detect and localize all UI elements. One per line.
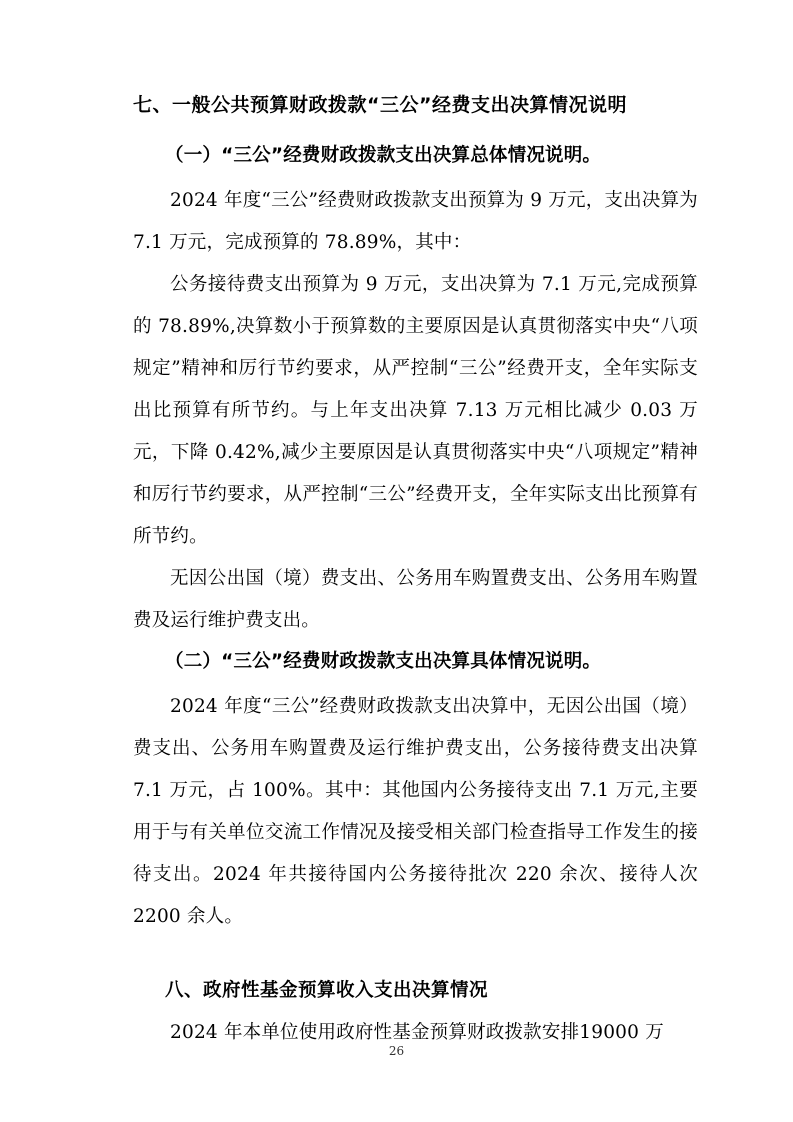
section-heading-8: 八、政府性基金预算收入支出决算情况 — [165, 980, 489, 1001]
page-title: 七、一般公共预算财政拨款“三公”经费支出决算情况说明 — [133, 94, 627, 116]
paragraph: 2024 年本单位使用政府性基金预算财政拨款安排19000 万 — [170, 1022, 664, 1043]
subsection-heading-1: （一）“三公”经费财政拨款支出决算总体情况说明。 — [165, 145, 602, 166]
page-number: 26 — [388, 1044, 405, 1058]
paragraph: 公务接待费支出预算为 9 万元，支出决算为 7.1 万元,完成预算的 78.89%,决算数小于预算数的主要原因是认真贯彻落实中央“八项规定”精神和厉行节约要求，从严控制“三公”经费开支，全年实际支出比预算有所节约。与上年支出决算 7.13 万元相比减少 0.03 万元，下降 0.42%,减少主要原因是认真贯彻落实中央“八项规定”精神和厉行节约要求，从严控制“三公”经费开支，全年实际支出比预算有所节约。 — [133, 274, 698, 547]
document-body — [133, 88, 698, 1054]
subsection-heading-2: （二）“三公”经费财政拨款支出决算具体情况说明。 — [165, 651, 602, 672]
paragraph: 2024 年度“三公”经费财政拨款支出决算中，无因公出国（境）费支出、公务用车购置费及运行维护费支出，公务接待费支出决算 7.1 万元，占 100%。其中：其他国内公务接待支出 7.1 万元,主要用于与有关单位交流工作情况及接受相关部门检查指导工作发生的接待支出。2024 年共接待国内公务接待批次 220 余次、接待人次 2200 余人。 — [133, 696, 698, 927]
paragraph: 2024 年度“三公”经费财政拨款支出预算为 9 万元，支出决算为 7.1 万元，完成预算的 78.89%，其中： — [133, 190, 698, 253]
paragraph: 无因公出国（境）费支出、公务用车购置费支出、公务用车购置费及运行维护费支出。 — [133, 568, 698, 631]
